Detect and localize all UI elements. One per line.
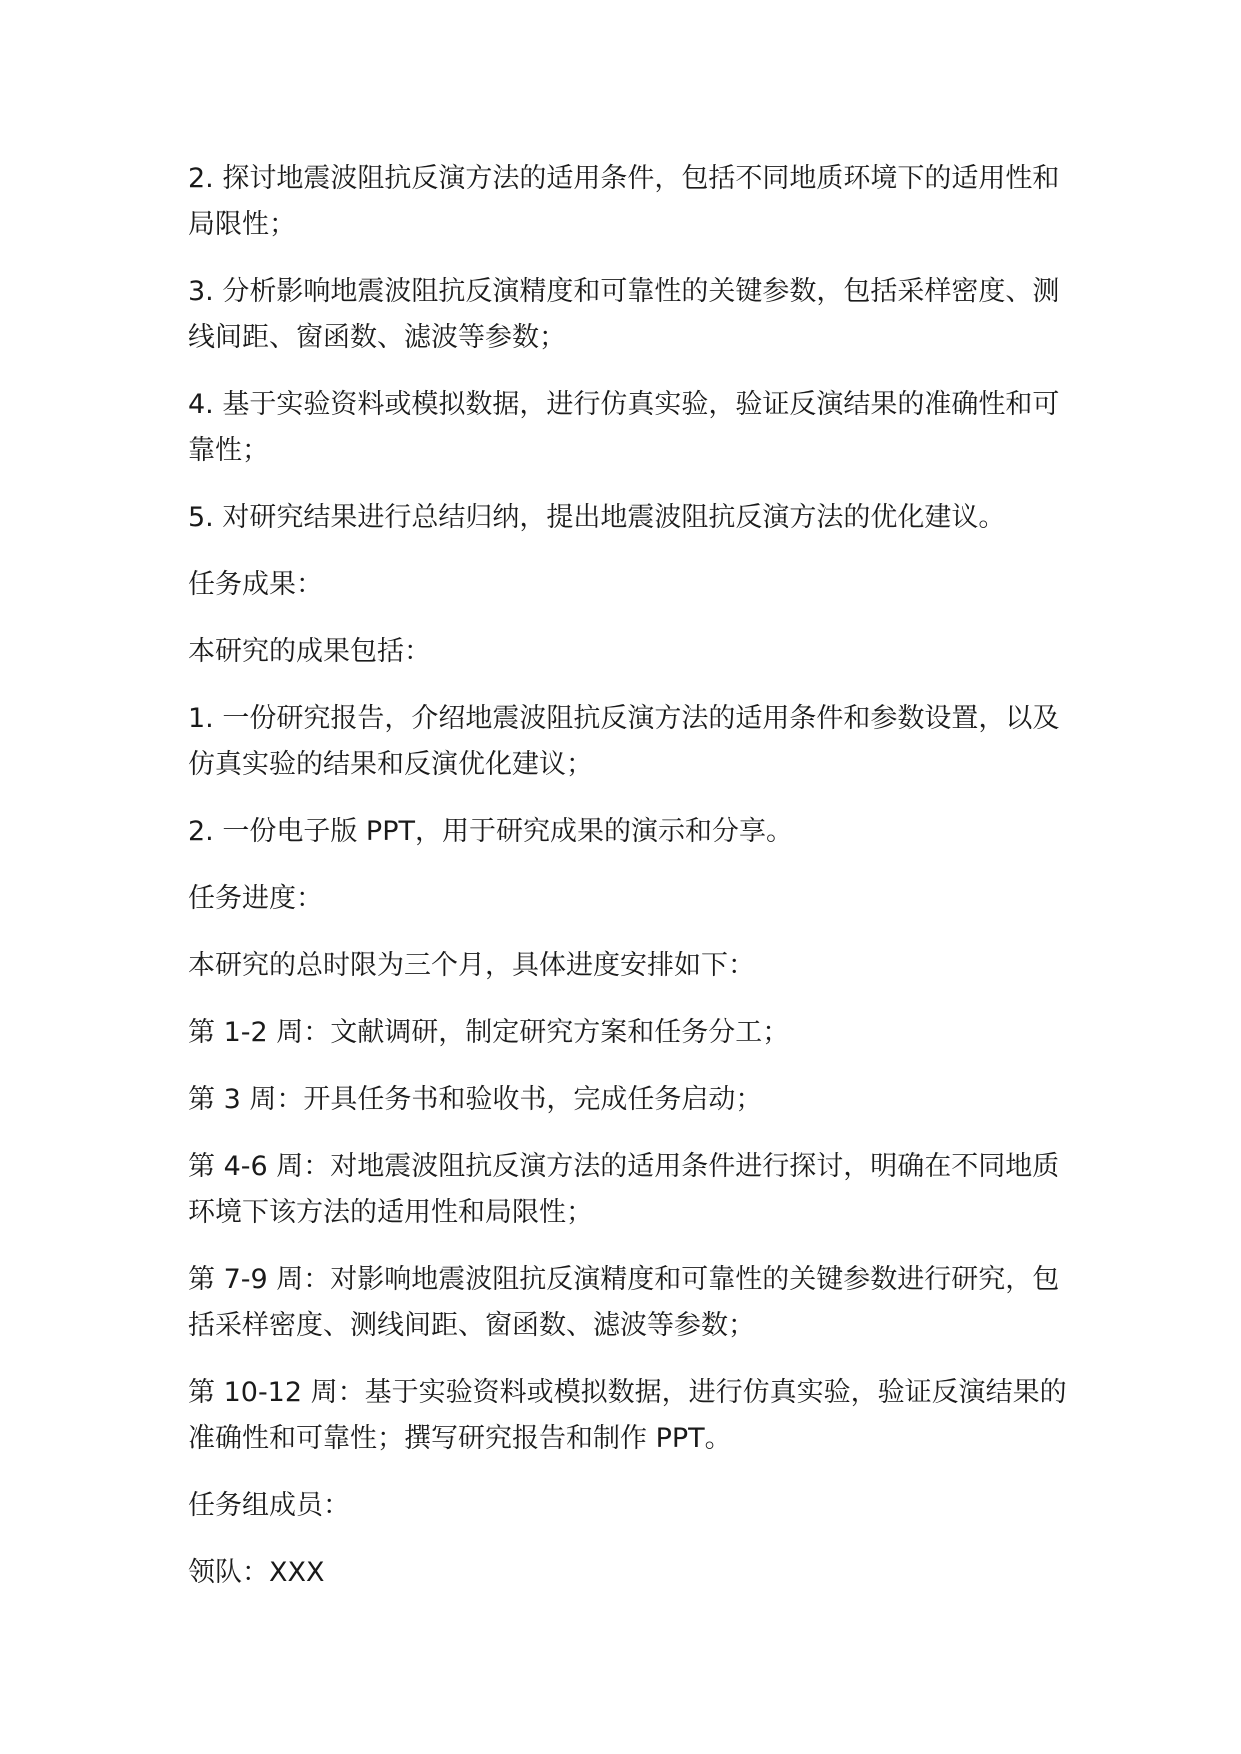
paragraph-team-leader: 领队：XXX: [188, 1557, 325, 1588]
paragraph-objective-4: 4. 基于实验资料或模拟数据，进行仿真实验，验证反演结果的准确性和可靠性；: [188, 389, 1060, 466]
paragraph-schedule-week-1-2: 第 1-2 周：文献调研，制定研究方案和任务分工；: [188, 1017, 790, 1048]
section-heading-schedule: 任务进度：: [188, 883, 323, 914]
paragraph-result-2: 2. 一份电子版 PPT，用于研究成果的演示和分享。: [188, 816, 793, 847]
paragraph-schedule-week-3: 第 3 周：开具任务书和验收书，完成任务启动；: [188, 1084, 763, 1115]
paragraph-schedule-week-4-6: 第 4-6 周：对地震波阻抗反演方法的适用条件进行探讨，明确在不同地质环境下该方法的适用性和局限性；: [188, 1151, 1060, 1228]
section-heading-results: 任务成果：: [188, 569, 323, 600]
paragraph-schedule-week-7-9: 第 7-9 周：对影响地震波阻抗反演精度和可靠性的关键参数进行研究，包括采样密度、测线间距、窗函数、滤波等参数；: [188, 1264, 1060, 1341]
paragraph-result-1: 1. 一份研究报告，介绍地震波阻抗反演方法的适用条件和参数设置，以及仿真实验的结果和反演优化建议；: [188, 703, 1060, 780]
document-body: [188, 156, 1068, 1617]
paragraph-objective-3: 3. 分析影响地震波阻抗反演精度和可靠性的关键参数，包括采样密度、测线间距、窗函数、滤波等参数；: [188, 276, 1060, 353]
paragraph-schedule-week-10-12: 第 10-12 周：基于实验资料或模拟数据，进行仿真实验，验证反演结果的准确性和可靠性；撰写研究报告和制作 PPT。: [188, 1377, 1067, 1454]
paragraph-results-intro: 本研究的成果包括：: [188, 636, 431, 667]
paragraph-objective-2: 2. 探讨地震波阻抗反演方法的适用条件，包括不同地质环境下的适用性和局限性；: [188, 163, 1060, 240]
section-heading-members: 任务组成员：: [188, 1490, 350, 1521]
paragraph-schedule-intro: 本研究的总时限为三个月，具体进度安排如下：: [188, 950, 755, 981]
paragraph-objective-5: 5. 对研究结果进行总结归纳，提出地震波阻抗反演方法的优化建议。: [188, 502, 1006, 533]
